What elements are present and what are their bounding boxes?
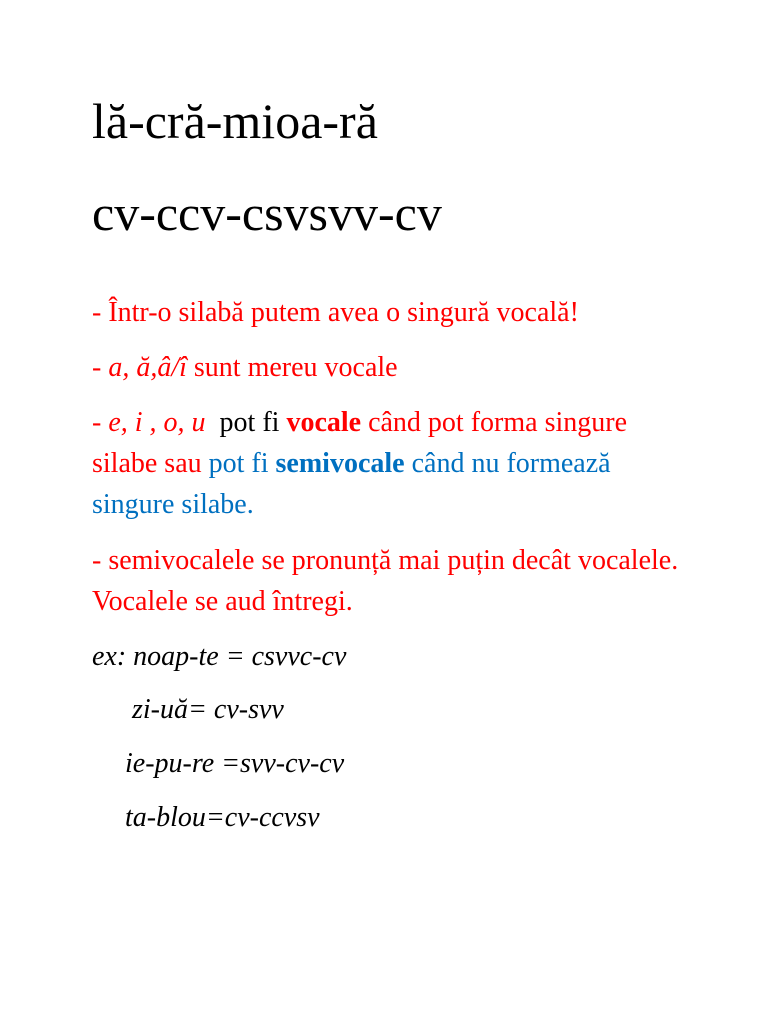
rule-dash: - xyxy=(92,407,109,438)
rule-text-red: când pot forma singure silabe sau xyxy=(92,407,627,479)
vowel-letters: a, ă,â/î xyxy=(108,352,187,383)
rule-text-blue: pot fi xyxy=(208,448,276,479)
rule-semivowel-pronunciation: - semivocalele se pronunță mai puțin decât vocalele. Vocalele se aud întregi. xyxy=(92,545,679,617)
rule-text-blue-end: când nu formează singure silabe. xyxy=(92,448,611,520)
rule-vowels-semivowels xyxy=(92,402,692,525)
rule-text: sunt mereu vocale xyxy=(186,352,398,383)
rule-always-vowels xyxy=(92,347,692,388)
semivowel-letters: e, i , o, u xyxy=(108,407,206,438)
rule-text-black: pot fi xyxy=(205,407,287,438)
example-line: zi-uă= cv-svv xyxy=(132,694,284,725)
example-line: ta-blou=cv-ccvsv xyxy=(125,802,320,833)
syllable-pattern-heading: cv-ccv-csvsvv-cv xyxy=(92,185,442,241)
example-line: ex: noap-te = csvvc-cv xyxy=(92,641,347,672)
vocale-term: vocale xyxy=(286,407,362,438)
semivocale-term: semivocale xyxy=(275,448,405,479)
rule-one-vowel-per-syllable: - Într-o silabă putem avea o singură vocală! xyxy=(92,297,579,328)
example-line: ie-pu-re =svv-cv-cv xyxy=(125,748,345,779)
word-syllables-heading: lă-cră-mioa-ră xyxy=(92,93,378,149)
rule-dash: - xyxy=(92,352,109,383)
